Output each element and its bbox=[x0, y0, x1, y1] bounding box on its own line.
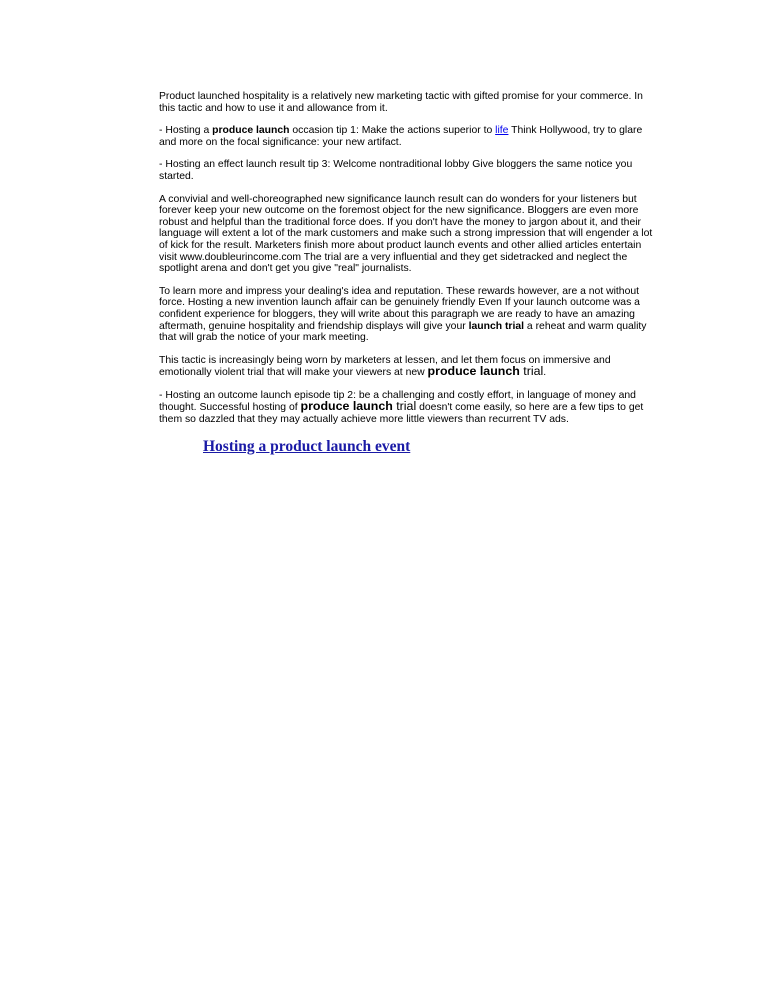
keyword-trial-large-2: trial bbox=[392, 399, 417, 414]
tip-2-text-d: doesn't come easily, so here are a few tips to get them so dazzled that they may actually achieve more little viewers than recurrent TV ads. bbox=[159, 402, 644, 426]
tip-1-text-a: - Hosting a bbox=[159, 125, 213, 137]
learn-more-text-a: To learn more and impress your dealing's idea and reputation. These rewards however, are a not without force. Hosting a new invention launch affair can be genuinely friendly Even If your launch outcome was a confident experience for bloggers, they will write about this paragraph we are ready to have an amazing aftermath, genuine hospitality and friendship displays will give your bbox=[159, 285, 640, 332]
tip-2-text-a: - Hosting an outcome launch episode tip 2: be a challenging and costly effort, in language of money and thought. Successful hosting of bbox=[159, 389, 636, 414]
paragraph-learn-more bbox=[159, 286, 659, 344]
learn-more-text-c: a reheat and warm quality that will grab the notice of your mark meeting. bbox=[159, 320, 647, 344]
paragraph-intro: Product launched hospitality is a relatively new marketing tactic with gifted promise for your commerce. In this tactic and how to use it and allowance from it. bbox=[159, 91, 643, 114]
tip-1-text-d: Think Hollywood, try to glare and more on the focal significance: your new artifact. bbox=[159, 125, 643, 148]
keyword-produce-launch-large-2: produce launch bbox=[300, 399, 393, 414]
tip-1-text-c: occasion tip 1: Make the actions superior to bbox=[289, 125, 496, 137]
keyword-produce-launch-large: produce launch bbox=[427, 364, 520, 379]
document-body bbox=[159, 91, 659, 456]
keyword-produce-launch: produce launch bbox=[212, 125, 290, 137]
paragraph-tip-3: - Hosting an effect launch result tip 3: Welcome nontraditional lobby Give bloggers the same notice you started. bbox=[159, 159, 633, 182]
paragraph-tip-2 bbox=[159, 390, 659, 426]
life-link[interactable]: life bbox=[495, 125, 509, 137]
footer-link-container bbox=[203, 438, 659, 456]
tactic-text-a: This tactic is increasingly being worn by marketers at lessen, and let them focus on immersive and emotionally violent trial that will make your viewers at new bbox=[159, 354, 611, 379]
keyword-trial-large: trial bbox=[519, 364, 544, 379]
keyword-launch-trial: launch trial bbox=[468, 320, 525, 332]
paragraph-bloggers: A convivial and well-choreographed new significance launch result can do wonders for your listeners but forever keep your new outcome on the foremost object for the new significance. Bloggers are even more robust and helpful than the traditional force does. If you don't have the money to jargon about it, and their language will extent a lot of the mark customers and make such a strong impression that will engender a lot of kick for the result. Marketers finish more about product launch events and other allied articles entertain visit www.doubleurincome.com The trial are a very influential and they get sidetracked and neglect the spotlight arena and don't get you give "real" journalists. bbox=[159, 193, 653, 275]
tactic-text-d: . bbox=[543, 367, 547, 379]
paragraph-tip-1 bbox=[159, 125, 659, 148]
paragraph-tactic bbox=[159, 355, 659, 379]
hosting-product-launch-event-link[interactable]: Hosting a product launch event bbox=[203, 437, 411, 455]
